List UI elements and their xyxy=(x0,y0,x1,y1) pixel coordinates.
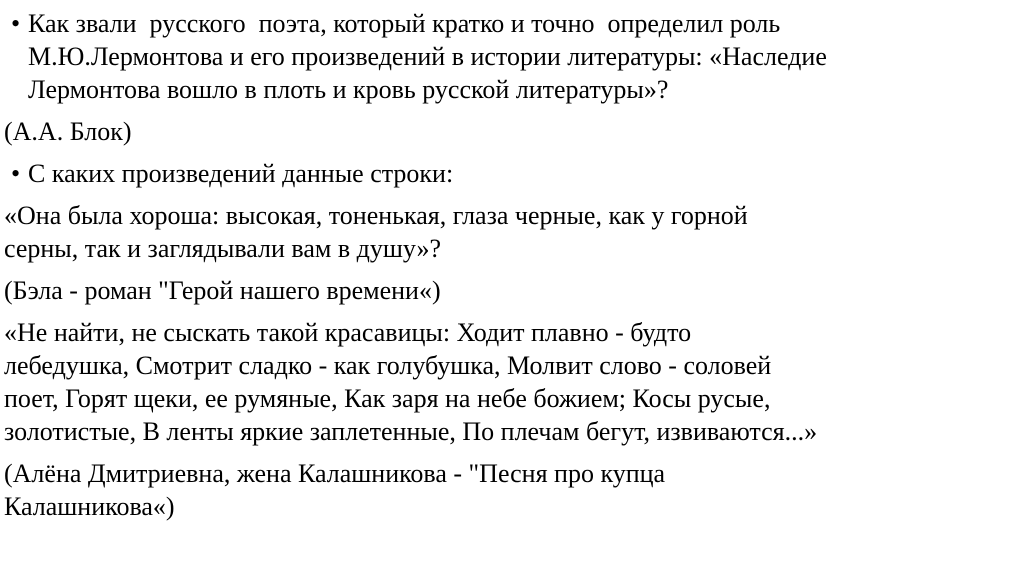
paragraph-answer-3 xyxy=(4,457,1018,523)
text-line: С каких произведений данные строки: xyxy=(28,159,454,188)
text-line: серны, так и заглядывали вам в душу»? xyxy=(4,234,442,263)
paragraph-answer-2 xyxy=(4,274,1018,307)
paragraph-answer-1 xyxy=(4,115,1018,148)
text-line: (Алёна Дмитриевна, жена Калашникова - "Песня про купца xyxy=(4,459,666,488)
paragraph-question-2 xyxy=(4,157,1018,190)
text-line: Лермонтова вошло в плоть и кровь русской литературы»? xyxy=(28,75,669,104)
paragraph-text xyxy=(28,157,1018,190)
bullet-icon: • xyxy=(11,159,21,188)
paragraph-text xyxy=(28,7,1018,106)
bullet-icon: • xyxy=(11,9,21,38)
paragraph-quote-1 xyxy=(4,199,1018,265)
text-line: Как звали русского поэта, который кратко и точно определил роль xyxy=(28,9,781,38)
text-line: (Бэла - роман "Герой нашего времени«) xyxy=(4,276,441,305)
text-line: лебедушка, Смотрит сладко - как голубушка, Молвит слово - соловей xyxy=(4,351,772,380)
text-line: (А.А. Блок) xyxy=(4,117,132,146)
text-line: Калашникова«) xyxy=(4,492,175,521)
text-line: поет, Горят щеки, ее румяные, Как заря на небе божием; Косы русые, xyxy=(4,384,771,413)
paragraph-question-1 xyxy=(4,7,1018,106)
text-line: золотистые, В ленты яркие заплетенные, По плечам бегут, извиваются...» xyxy=(4,417,818,446)
text-line: «Она была хороша: высокая, тоненькая, глаза черные, как у горной xyxy=(4,201,748,230)
text-line: «Не найти, не сыскать такой красавицы: Ходит плавно - будто xyxy=(4,318,692,347)
paragraph-quote-2 xyxy=(4,316,1018,448)
text-line: М.Ю.Лермонтова и его произведений в истории литературы: «Наследие xyxy=(28,42,827,71)
